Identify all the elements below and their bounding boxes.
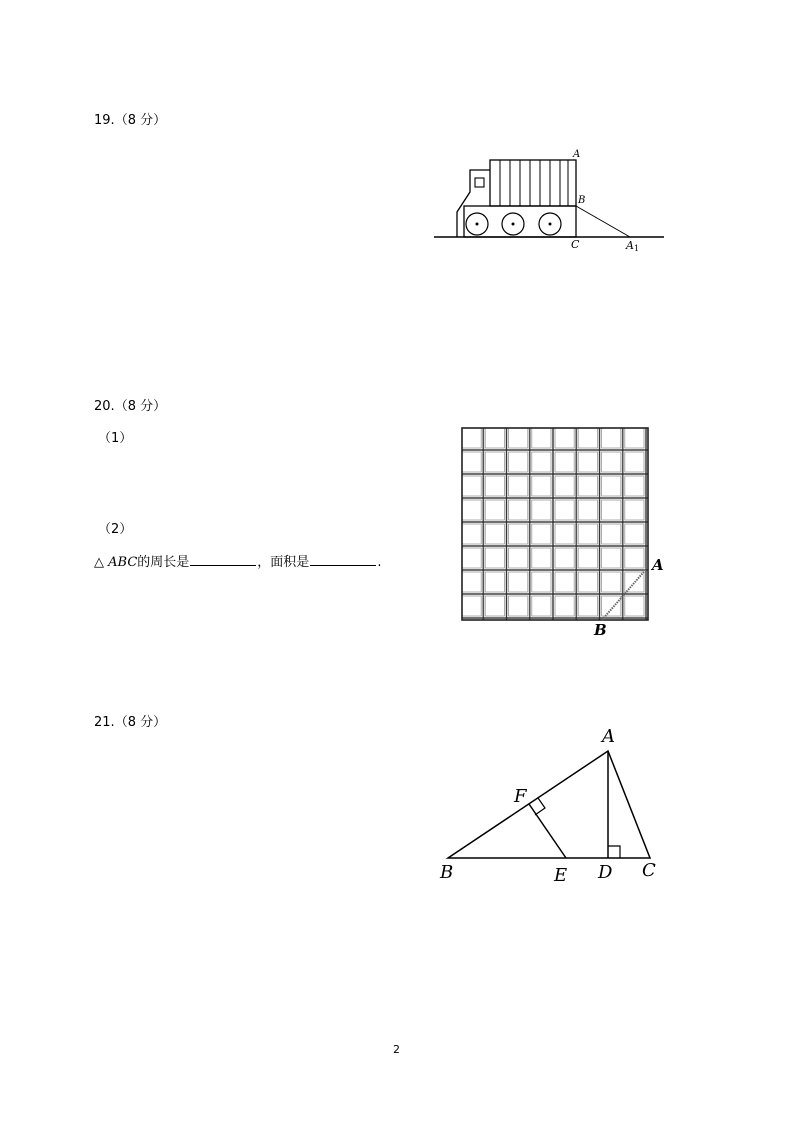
label-b: B xyxy=(578,195,586,206)
label-a: A xyxy=(573,149,581,160)
area-text: ，面积是 xyxy=(257,555,310,570)
truck-figure xyxy=(434,148,666,254)
part-2-label: （2） xyxy=(98,522,133,537)
question-score: （8 分） xyxy=(114,715,167,730)
tri-label-f: F xyxy=(514,786,527,807)
triangle-symbol: △ xyxy=(94,555,104,570)
grid-label-b: B xyxy=(594,621,607,639)
page-number: 2 xyxy=(393,1043,400,1056)
tri-label-c: C xyxy=(642,860,656,881)
tri-label-d: D xyxy=(598,862,613,883)
triangle-figure xyxy=(436,724,666,886)
question-20-header xyxy=(94,395,166,414)
label-c: C xyxy=(571,238,580,251)
tri-label-b: B xyxy=(440,862,454,883)
period: . xyxy=(377,555,382,570)
part-1-label: （1） xyxy=(98,431,133,446)
grid-figure xyxy=(460,426,670,640)
area-blank[interactable] xyxy=(310,552,376,566)
question-score: （8 分） xyxy=(114,399,167,414)
question-number: 19. xyxy=(94,113,115,128)
grid-label-a: A xyxy=(652,556,664,574)
question-19-header xyxy=(94,109,166,128)
question-number: 21. xyxy=(94,715,115,730)
question-number: 20. xyxy=(94,399,115,414)
tri-label-e: E xyxy=(554,865,568,886)
perimeter-text: 的周长是 xyxy=(137,555,190,570)
tri-label-a: A xyxy=(602,726,615,747)
label-a1: A1 xyxy=(626,239,640,253)
triangle-name: ABC xyxy=(108,555,138,570)
perimeter-blank[interactable] xyxy=(190,552,256,566)
fill-in-line xyxy=(94,551,381,570)
question-21-header xyxy=(94,711,166,730)
question-score: （8 分） xyxy=(114,113,167,128)
